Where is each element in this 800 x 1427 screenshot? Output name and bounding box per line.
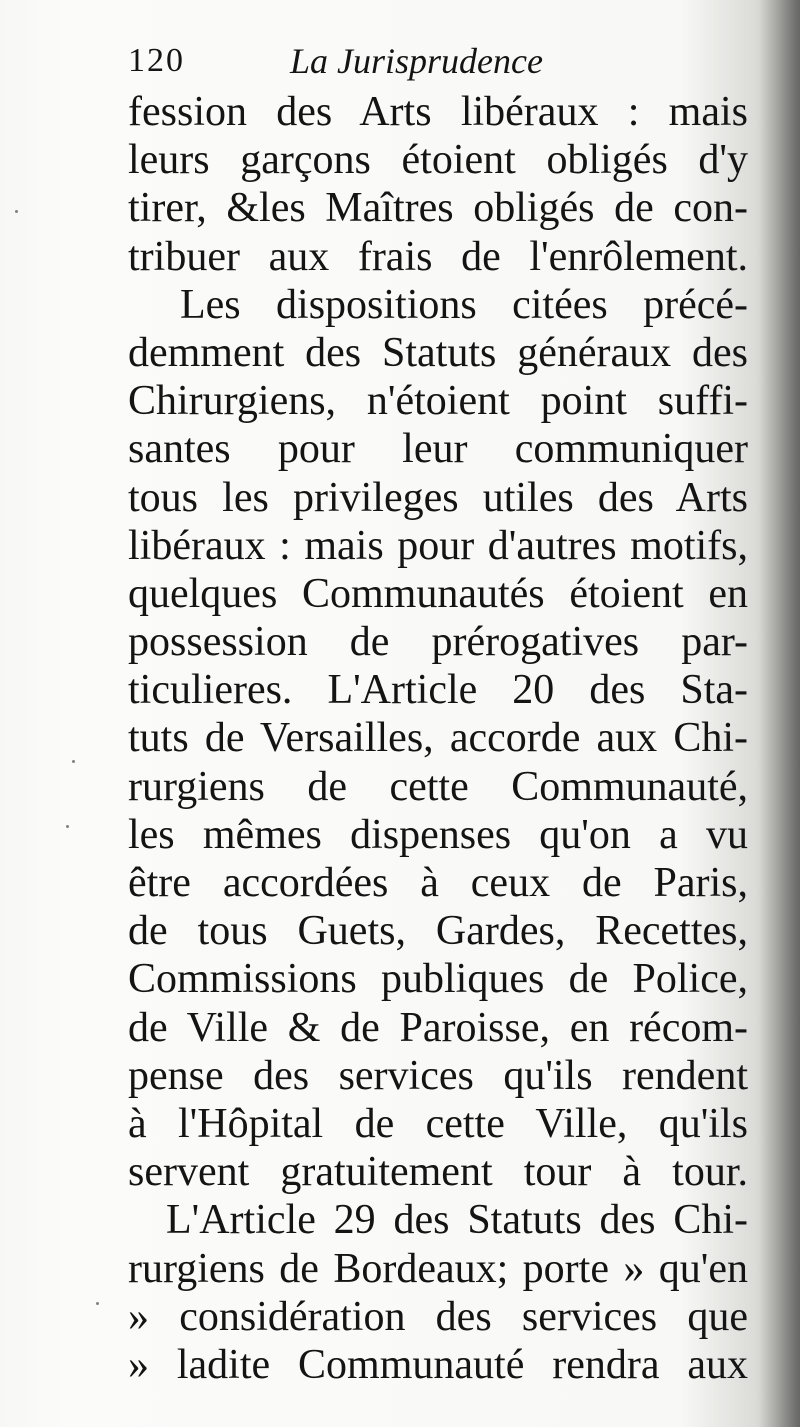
text-line: fession des Arts libéraux : mais — [128, 89, 748, 135]
text-line: tous les privileges utiles des Arts — [128, 474, 748, 521]
running-title: La Jurisprudence — [290, 41, 543, 81]
text-line: à l'Hôpital de cette Ville, qu'ils — [128, 1100, 748, 1147]
text-line: leurs garçons étoient obligés d'y — [128, 137, 748, 184]
text-line: tirer, &les Maîtres obligés de con- — [128, 185, 748, 232]
text-line: tribuer aux frais de l'enrôlement. — [128, 233, 748, 280]
text-line: » considération des services que — [128, 1293, 748, 1340]
text-line: santes pour leur communiquer — [128, 426, 748, 473]
paper-speck — [96, 1302, 99, 1305]
text-line: les mêmes dispenses qu'on a vu — [128, 811, 748, 858]
running-head — [128, 42, 748, 92]
paper-speck — [15, 210, 18, 213]
text-line: de Ville & de Paroisse, en récom- — [128, 1004, 748, 1051]
text-line: libéraux : mais pour d'autres motifs, — [128, 522, 748, 569]
text-line: pense des services qu'ils rendent — [128, 1052, 748, 1099]
binding-shadow — [756, 0, 800, 1427]
text-line: servent gratuitement tour à tour. — [128, 1149, 748, 1196]
text-line: L'Article 29 des Statuts des Chi- — [166, 1197, 748, 1244]
text-line: Commissions publiques de Police, — [128, 956, 748, 1003]
text-line: de tous Guets, Gardes, Recettes, — [128, 908, 748, 955]
text-line: quelques Communautés étoient en — [128, 570, 748, 617]
paper-speck — [72, 760, 75, 763]
text-line: Les dispositions citées précé- — [180, 281, 748, 328]
text-line: demment des Statuts généraux des — [128, 329, 748, 376]
text-line: » ladite Communauté rendra aux — [128, 1341, 748, 1388]
text-line: ticulieres. L'Article 20 des Sta- — [128, 667, 748, 714]
text-line: rurgiens de cette Communauté, — [128, 763, 748, 810]
body-text — [128, 88, 748, 1389]
text-line: rurgiens de Bordeaux; porte » qu'en — [128, 1245, 748, 1292]
text-line: possession de prérogatives par- — [128, 619, 748, 666]
paper-speck — [66, 825, 69, 828]
page-number: 120 — [128, 42, 185, 79]
text-line: être accordées à ceux de Paris, — [128, 860, 748, 906]
text-line: Chirurgiens, n'étoient point suffi- — [128, 378, 748, 425]
text-line: tuts de Versailles, accorde aux Chi- — [128, 715, 748, 762]
